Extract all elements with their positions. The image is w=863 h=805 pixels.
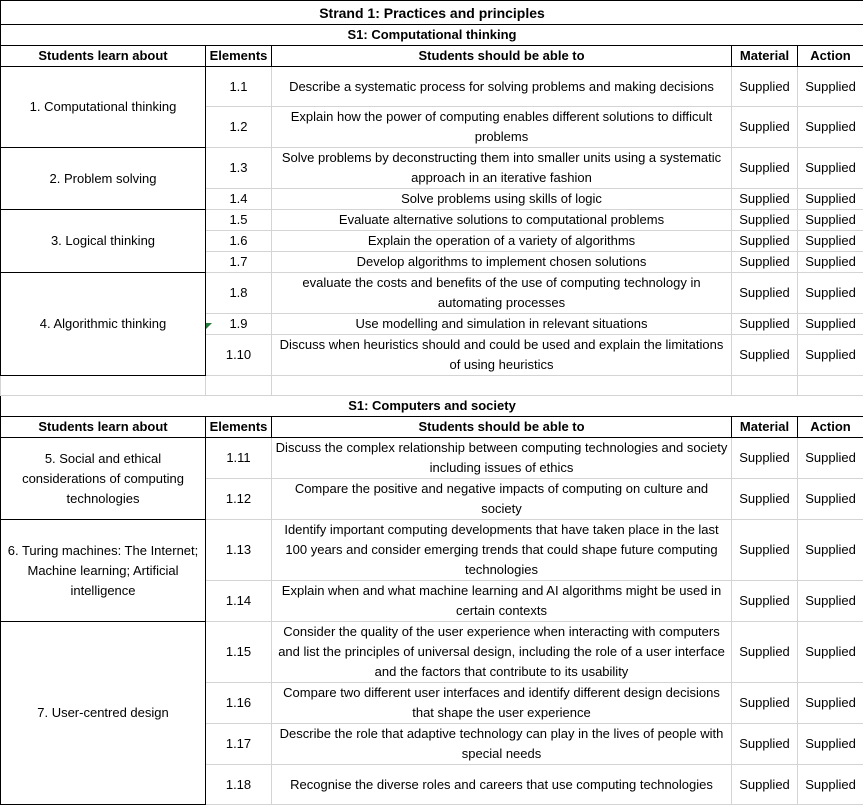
outcome-cell[interactable]: Explain when and what machine learning and AI algorithms might be used in certain contexts: [272, 581, 732, 622]
outcome-cell[interactable]: Compare the positive and negative impacts of computing on culture and society: [272, 479, 732, 520]
action-cell[interactable]: Supplied: [798, 314, 863, 335]
outcome-cell[interactable]: Explain the operation of a variety of algorithms: [272, 231, 732, 252]
element-cell[interactable]: 1.5: [206, 210, 272, 231]
material-cell[interactable]: Supplied: [732, 724, 798, 765]
action-cell[interactable]: Supplied: [798, 67, 863, 107]
header-students-should-be-able-to: Students should be able to: [272, 46, 732, 67]
material-cell[interactable]: Supplied: [732, 520, 798, 581]
element-cell[interactable]: 1.8: [206, 273, 272, 314]
element-cell[interactable]: 1.16: [206, 683, 272, 724]
outcome-cell[interactable]: Use modelling and simulation in relevant situations: [272, 314, 732, 335]
element-cell[interactable]: 1.4: [206, 189, 272, 210]
material-cell[interactable]: Supplied: [732, 314, 798, 335]
outcome-cell[interactable]: Recognise the diverse roles and careers that use computing technologies: [272, 765, 732, 805]
material-cell[interactable]: Supplied: [732, 231, 798, 252]
element-cell[interactable]: 1.18: [206, 765, 272, 805]
header-elements: Elements: [206, 417, 272, 438]
action-cell[interactable]: Supplied: [798, 520, 863, 581]
outcome-cell[interactable]: evaluate the costs and benefits of the use of computing technology in automating processes: [272, 273, 732, 314]
action-cell[interactable]: Supplied: [798, 683, 863, 724]
topic-cell[interactable]: 2. Problem solving: [1, 148, 206, 210]
outcome-cell[interactable]: Consider the quality of the user experience when interacting with computers and list the principles of universal design, including the role of a user interface and the factors that contribute to its usability: [272, 622, 732, 683]
cell-comment-indicator-icon: [206, 323, 212, 329]
action-cell[interactable]: Supplied: [798, 724, 863, 765]
section-title: S1: Computers and society: [1, 396, 863, 417]
material-cell[interactable]: Supplied: [732, 479, 798, 520]
topic-cell[interactable]: 7. User-centred design: [1, 622, 206, 805]
table-row[interactable]: [1, 148, 863, 189]
header-students-learn-about: Students learn about: [1, 46, 206, 67]
table-row[interactable]: [1, 622, 863, 683]
header-action: Action: [798, 417, 863, 438]
empty-cell[interactable]: [798, 376, 863, 396]
element-cell[interactable]: 1.11: [206, 438, 272, 479]
empty-row[interactable]: [1, 376, 863, 396]
outcome-cell[interactable]: Solve problems using skills of logic: [272, 189, 732, 210]
action-cell[interactable]: Supplied: [798, 189, 863, 210]
material-cell[interactable]: Supplied: [732, 581, 798, 622]
element-cell[interactable]: 1.1: [206, 67, 272, 107]
header-elements: Elements: [206, 46, 272, 67]
table-row[interactable]: [1, 438, 863, 479]
empty-cell[interactable]: [732, 376, 798, 396]
topic-cell[interactable]: 1. Computational thinking: [1, 67, 206, 148]
outcome-cell[interactable]: Identify important computing developments that have taken place in the last 100 years and consider emerging trends that could shape future computing technologies: [272, 520, 732, 581]
strand-title: Strand 1: Practices and principles: [1, 1, 863, 25]
action-cell[interactable]: Supplied: [798, 335, 863, 376]
table-row[interactable]: [1, 210, 863, 231]
outcome-cell[interactable]: Describe the role that adaptive technology can play in the lives of people with special needs: [272, 724, 732, 765]
header-action: Action: [798, 46, 863, 67]
topic-cell[interactable]: 6. Turing machines: The Internet; Machine learning; Artificial intelligence: [1, 520, 206, 622]
action-cell[interactable]: Supplied: [798, 622, 863, 683]
empty-cell[interactable]: [272, 376, 732, 396]
table-row[interactable]: [1, 520, 863, 581]
element-cell[interactable]: 1.9: [206, 314, 272, 335]
section-title: S1: Computational thinking: [1, 25, 863, 46]
action-cell[interactable]: Supplied: [798, 210, 863, 231]
material-cell[interactable]: Supplied: [732, 252, 798, 273]
action-cell[interactable]: Supplied: [798, 148, 863, 189]
element-cell[interactable]: 1.17: [206, 724, 272, 765]
empty-cell[interactable]: [1, 376, 206, 396]
table-row[interactable]: [1, 67, 863, 107]
table-row[interactable]: [1, 273, 863, 314]
action-cell[interactable]: Supplied: [798, 273, 863, 314]
material-cell[interactable]: Supplied: [732, 622, 798, 683]
topic-cell[interactable]: 5. Social and ethical considerations of computing technologies: [1, 438, 206, 520]
material-cell[interactable]: Supplied: [732, 189, 798, 210]
action-cell[interactable]: Supplied: [798, 231, 863, 252]
material-cell[interactable]: Supplied: [732, 148, 798, 189]
header-students-learn-about: Students learn about: [1, 417, 206, 438]
header-material: Material: [732, 46, 798, 67]
material-cell[interactable]: Supplied: [732, 210, 798, 231]
action-cell[interactable]: Supplied: [798, 581, 863, 622]
element-cell[interactable]: 1.10: [206, 335, 272, 376]
element-cell[interactable]: 1.15: [206, 622, 272, 683]
material-cell[interactable]: Supplied: [732, 765, 798, 805]
action-cell[interactable]: Supplied: [798, 252, 863, 273]
empty-cell[interactable]: [206, 376, 272, 396]
outcome-cell[interactable]: Explain how the power of computing enables different solutions to difficult problems: [272, 107, 732, 148]
material-cell[interactable]: Supplied: [732, 683, 798, 724]
outcome-cell[interactable]: Develop algorithms to implement chosen solutions: [272, 252, 732, 273]
outcome-cell[interactable]: Discuss the complex relationship between computing technologies and society including issues of ethics: [272, 438, 732, 479]
element-cell[interactable]: 1.7: [206, 252, 272, 273]
material-cell[interactable]: Supplied: [732, 438, 798, 479]
header-students-should-be-able-to: Students should be able to: [272, 417, 732, 438]
element-cell[interactable]: 1.6: [206, 231, 272, 252]
material-cell[interactable]: Supplied: [732, 67, 798, 107]
outcome-cell[interactable]: Discuss when heuristics should and could be used and explain the limitations of using heuristics: [272, 335, 732, 376]
action-cell[interactable]: Supplied: [798, 765, 863, 805]
outcome-cell[interactable]: Solve problems by deconstructing them into smaller units using a systematic approach in an iterative fashion: [272, 148, 732, 189]
action-cell[interactable]: Supplied: [798, 107, 863, 148]
element-cell[interactable]: 1.3: [206, 148, 272, 189]
action-cell[interactable]: Supplied: [798, 438, 863, 479]
action-cell[interactable]: Supplied: [798, 479, 863, 520]
element-cell[interactable]: 1.13: [206, 520, 272, 581]
element-cell[interactable]: 1.2: [206, 107, 272, 148]
topic-cell[interactable]: 4. Algorithmic thinking: [1, 273, 206, 376]
material-cell[interactable]: Supplied: [732, 273, 798, 314]
header-material: Material: [732, 417, 798, 438]
outcome-cell[interactable]: Evaluate alternative solutions to computational problems: [272, 210, 732, 231]
element-cell[interactable]: 1.12: [206, 479, 272, 520]
material-cell[interactable]: Supplied: [732, 335, 798, 376]
element-cell[interactable]: 1.14: [206, 581, 272, 622]
outcome-cell[interactable]: Compare two different user interfaces and identify different design decisions that shape the user experience: [272, 683, 732, 724]
topic-cell[interactable]: 3. Logical thinking: [1, 210, 206, 273]
material-cell[interactable]: Supplied: [732, 107, 798, 148]
outcome-cell[interactable]: Describe a systematic process for solving problems and making decisions: [272, 67, 732, 107]
